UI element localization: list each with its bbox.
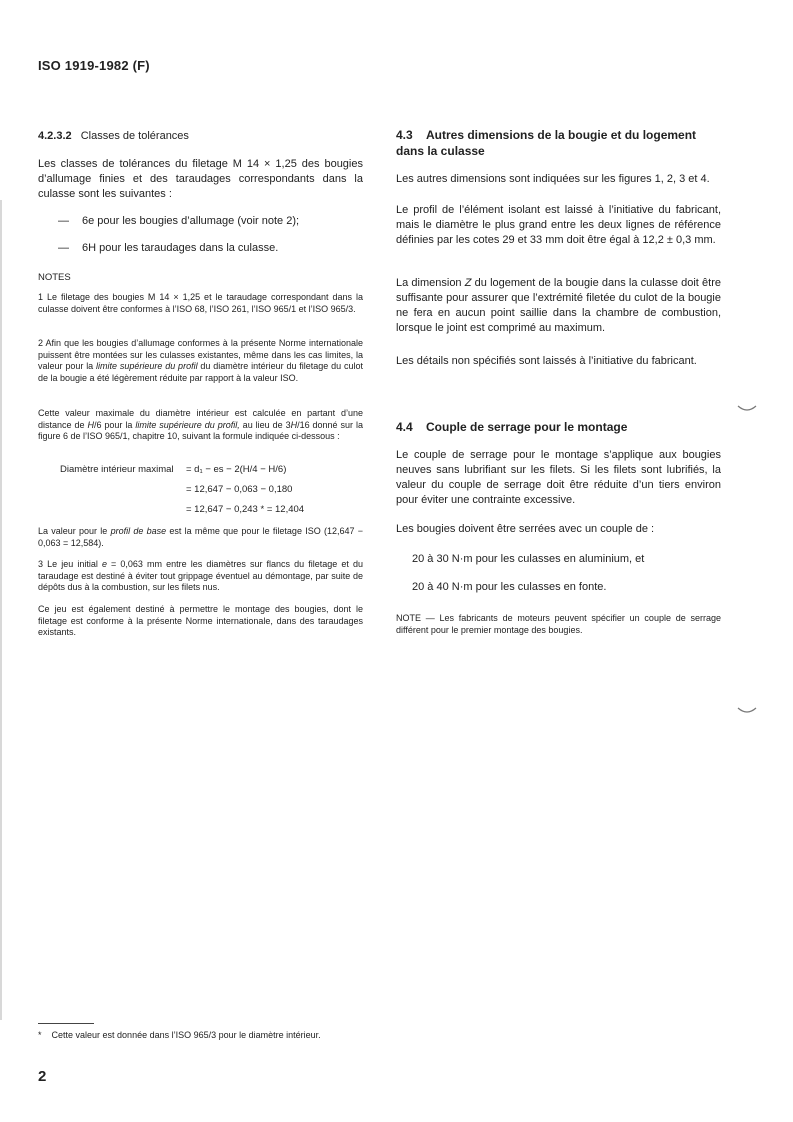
note-3-text: 3 Le jeu initial: [38, 559, 102, 569]
torque-cast-iron: 20 à 40 N·m pour les culasses en fonte.: [412, 581, 607, 593]
section-4-4-para-2: Les bougies doivent être serrées avec un couple de :: [396, 523, 655, 535]
page-number: 2: [38, 1068, 47, 1085]
equation-line-2: = 12,647 − 0,063 − 0,180: [186, 484, 293, 495]
section-4-3-heading: [396, 127, 721, 159]
binding-edge-mark: [0, 200, 2, 1020]
section-number: 4.3: [396, 128, 413, 142]
left-column: [38, 129, 363, 144]
calc-emphasis: limite supérieure du profil,: [135, 419, 240, 430]
torque-aluminium: 20 à 30 N·m pour les culasses en aluminium, et: [412, 553, 645, 565]
list-dash: —: [58, 242, 69, 254]
calc-text: Cette valeur maximale du diamètre intérieur est calculée en partant d’une distance de: [38, 408, 363, 430]
section-4-4-note: NOTE — Les fabricants de moteurs peuvent spécifier un couple de serrage différent pour le premier montage des bougies.: [396, 613, 721, 635]
equation-label: Diamètre intérieur maximal: [60, 464, 174, 475]
section-4-3-para-4: Les détails non spécifiés sont laissés à l’initiative du fabricant.: [396, 355, 697, 367]
note-3-text-end: = 0,063 mm entre les diamètres sur flancs du filetage et du taraudage est destiné à éviter tout grippage éventuel au démontage, par suite de dépôts dus à la combustion, sur les filets nus.: [38, 559, 363, 593]
section-number: 4.4: [396, 420, 413, 434]
note-1: 1 Le filetage des bougies M 14 × 1,25 et le taraudage correspondant dans la culasse doivent être conformes à l’ISO 68, l’ISO 261, l’ISO 965/1 et l’ISO 965/3.: [38, 292, 363, 314]
list-text: 6H pour les taraudages dans la culasse.: [82, 242, 279, 254]
calc-variable-h: H: [290, 419, 298, 430]
notes-heading: NOTES: [38, 272, 71, 283]
calc-variable-h: H: [87, 419, 94, 430]
section-title: Autres dimensions de la bougie et du logement dans la culasse: [396, 128, 697, 158]
scan-mark: [736, 402, 758, 414]
footnote: [38, 1030, 321, 1040]
tolerance-intro: Les classes de tolérances du filetage M 14 × 1,25 des bougies d’allumage finies et des taraudages correspondants dans la culasse sont les suivantes :: [38, 158, 363, 200]
calc-text: au lieu de 3: [239, 419, 291, 430]
note-2-emphasis: limite supérieure du profil: [96, 361, 198, 372]
section-4-3-para-1: Les autres dimensions sont indiquées sur les figures 1, 2, 3 et 4.: [396, 173, 710, 185]
section-title: Couple de serrage pour le montage: [426, 420, 628, 434]
note-2-text-end: du diamètre intérieur du filetage du culot de la bougie a été légèrement réduite par rapport à la valeur ISO.: [38, 361, 363, 384]
footnote-rule: [38, 1023, 94, 1024]
list-item: [38, 241, 363, 256]
para-text-end: du logement de la bougie dans la culasse doit être suffisante pour assurer que l’extrémité filetée du culot de la bougie ne fera en aucun point saillie dans la chambre de combustion, lorsque le joint est comprimé au maximum.: [396, 277, 721, 334]
note-2-calculation: [38, 408, 363, 443]
section-4-4-heading: [396, 419, 721, 435]
document-header: ISO 1919-1982 (F): [38, 58, 150, 73]
footnote-text: Cette valeur est donnée dans l’ISO 965/3 pour le diamètre intérieur.: [51, 1030, 321, 1040]
note-3: [38, 559, 363, 594]
equation-line-1: = d₁ − es − 2(H/4 − H/6): [186, 464, 287, 475]
list-text: 6e pour les bougies d’allumage (voir note 2);: [82, 215, 300, 227]
calc-text: /6 pour la: [93, 419, 136, 430]
list-dash: —: [58, 215, 69, 227]
section-4-4-para-1: Le couple de serrage pour le montage s’applique aux bougies neuves sans lubrifiant sur les filets. Si les filets sont lubrifiés, la valeur du couple de serrage doit être réduite d’un tiers environ pour éviter une contrainte excessive.: [396, 449, 721, 506]
note-3-continuation: Ce jeu est également destiné à permettre le montage des bougies, dont le filetage est conforme à la présente Norme internationale, dans des taraudages existants.: [38, 604, 363, 638]
equation-line-3: = 12,647 − 0,243 * = 12,404: [186, 504, 305, 515]
base-emphasis: profil de base: [110, 526, 167, 536]
section-4-3-para-2: Le profil de l’élément isolant est laissé à l’initiative du fabricant, mais le diamètre le plus grand entre les deux lignes de référence définies par les cotes 29 et 33 mm doit être égal à 12,2 ± 0,3 mm.: [396, 204, 721, 246]
footnote-mark: *: [38, 1030, 42, 1040]
section-number: 4.2.3.2: [38, 130, 72, 142]
dimension-variable: Z: [464, 277, 472, 289]
base-text-end: est la même que pour le filetage ISO (12,647 − 0,063 = 12,584).: [38, 526, 363, 548]
base-profile-note: [38, 526, 363, 549]
base-text: La valeur pour le: [38, 526, 111, 536]
list-item: [38, 214, 363, 229]
calc-text: /16 donné sur la figure 6 de l’ISO 965/1, chapitre 10, suivant la formule indiquée ci-dessous :: [38, 419, 363, 442]
scan-mark: [736, 704, 758, 716]
note-3-variable: e: [101, 559, 107, 569]
para-text: La dimension: [396, 277, 465, 289]
note-2-text: 2 Afin que les bougies d’allumage conformes à la présente Norme internationale puissent être montées sur les culasses existantes, même dans les cas limites, la valeur pour la: [38, 338, 363, 372]
section-title: Classes de tolérances: [80, 130, 189, 142]
section-4-3-para-3: [396, 276, 721, 336]
section-4-2-3-2-heading: [38, 129, 363, 144]
note-2: [38, 338, 363, 385]
